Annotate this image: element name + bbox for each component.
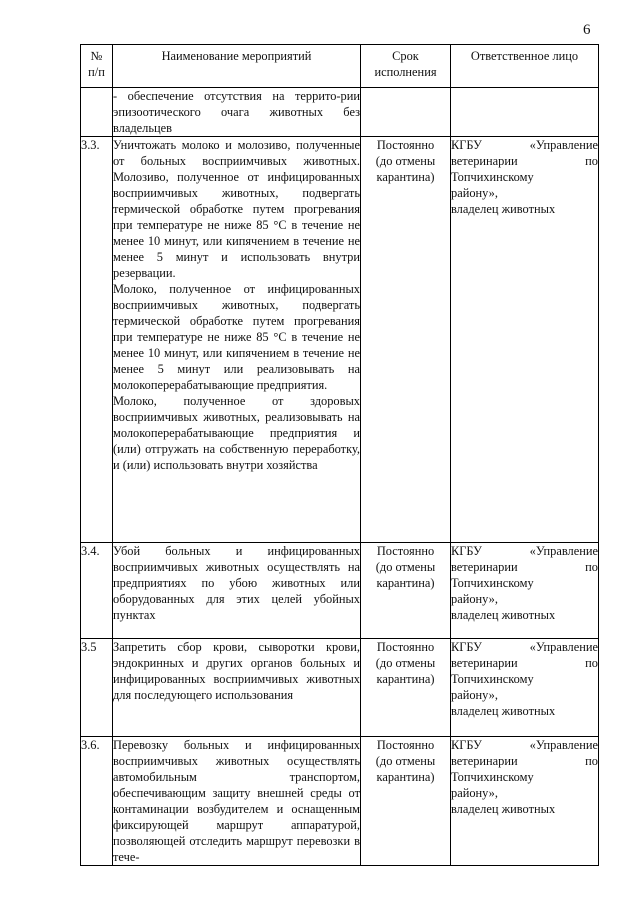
responsible-line: КГБУ «Управление — [451, 738, 598, 752]
term-cell — [361, 137, 451, 543]
term-cell — [361, 543, 451, 639]
row-number: 3.4. — [81, 543, 113, 639]
row-number: 3.6. — [81, 737, 113, 866]
measure-paragraph: - обеспечение отсутствия на террито-рии эпизоотического очага животных без владельцев — [113, 89, 360, 135]
responsible-cell — [451, 543, 599, 639]
measure-cell — [113, 137, 361, 543]
term-line: Постоянно — [376, 544, 435, 558]
responsible-line: Топчихинскому — [451, 576, 534, 590]
term-line: карантина) — [376, 170, 435, 184]
responsible-line: владелец животных — [451, 802, 556, 816]
row-number — [81, 88, 113, 137]
responsible-line: району», — [451, 688, 498, 702]
responsible-line: владелец животных — [451, 704, 556, 718]
measure-cell — [113, 543, 361, 639]
header-term: Срок исполнения — [361, 45, 451, 88]
responsible-line: Топчихинскому — [451, 770, 534, 784]
term-line: Постоянно — [376, 138, 435, 152]
term-cell — [361, 88, 451, 137]
row-number: 3.3. — [81, 137, 113, 543]
measure-paragraph: Молоко, полученное от инфицированных восприимчивых животных, подвергать термической обработке путем прогревания при температуре не ниже 85 °С в течение не менее 10 минут, или кипячением в течение не менее 5 минут или реализовывать на молокоперерабатывающие предприятия. — [113, 282, 360, 392]
responsible-line: ветеринарии по — [451, 754, 598, 768]
responsible-line: району», — [451, 186, 498, 200]
term-line: (до отмены — [375, 560, 436, 574]
measure-paragraph: Уничтожать молоко и молозиво, полученные от больных восприимчивых животных. Молозиво, полученное от инфицированных восприимчивых животных, подвергать термической обработке путем прогревания при температуре не ниже 85 °С в течение не менее 10 минут, или кипячением в течение не менее 5 минут и использовать внутри резервации. — [113, 138, 360, 280]
responsible-cell — [451, 639, 599, 737]
responsible-cell — [451, 137, 599, 543]
term-line: (до отмены — [375, 656, 436, 670]
table-row — [81, 639, 599, 737]
measures-table — [80, 44, 599, 866]
measure-cell — [113, 88, 361, 137]
table-row — [81, 137, 599, 543]
responsible-cell — [451, 88, 599, 137]
responsible-line: ветеринарии по — [451, 154, 598, 168]
term-cell — [361, 737, 451, 866]
term-line: (до отмены — [375, 754, 436, 768]
measure-paragraph: Молоко, полученное от здоровых восприимчивых животных, реализовывать на молокоперерабатывающие предприятия и (или) отгружать на собственную переработку, и (или) использовать внутри хозяйства — [113, 394, 360, 472]
responsible-line: ветеринарии по — [451, 656, 598, 670]
term-cell — [361, 639, 451, 737]
responsible-line: КГБУ «Управление — [451, 640, 598, 654]
table-header-row — [81, 45, 599, 88]
header-num: № п/п — [81, 45, 113, 88]
term-line: Постоянно — [376, 640, 435, 654]
header-responsible: Ответственное лицо — [451, 45, 599, 88]
responsible-line: Топчихинскому — [451, 672, 534, 686]
responsible-line: КГБУ «Управление — [451, 544, 598, 558]
responsible-line: району», — [451, 786, 498, 800]
table-row — [81, 737, 599, 866]
term-line: карантина) — [376, 576, 435, 590]
page-number: 6 — [583, 22, 591, 38]
table-row — [81, 543, 599, 639]
measure-paragraph: Перевозку больных и инфицированных восприимчивых животных осуществлять автомобильным транспортом, обеспечивающим защиту внешней среды от контаминации возбудителем и оснащенным фиксирующей маршрут аппаратурой, позволяющей отследить маршрут перевозки в тече- — [113, 738, 360, 864]
responsible-cell — [451, 737, 599, 866]
table-row — [81, 88, 599, 137]
responsible-line: Топчихинскому — [451, 170, 534, 184]
term-line: Постоянно — [376, 738, 435, 752]
measure-cell — [113, 639, 361, 737]
responsible-line: КГБУ «Управление — [451, 138, 598, 152]
measure-cell — [113, 737, 361, 866]
measure-paragraph: Убой больных и инфицированных восприимчивых животных осуществлять на предприятиях по убою животных или оборудованных для этих целей убойных пунктах — [113, 544, 360, 622]
responsible-line: владелец животных — [451, 202, 556, 216]
term-line: карантина) — [376, 770, 435, 784]
term-line: карантина) — [376, 672, 435, 686]
responsible-line: ветеринарии по — [451, 560, 598, 574]
responsible-line: району», — [451, 592, 498, 606]
measure-paragraph: Запретить сбор крови, сыворотки крови, эндокринных и других органов больных и инфицированных восприимчивых животных для последующего использования — [113, 640, 360, 702]
term-line: (до отмены — [375, 154, 436, 168]
responsible-line: владелец животных — [451, 608, 556, 622]
row-number: 3.5 — [81, 639, 113, 737]
header-measure: Наименование мероприятий — [113, 45, 361, 88]
